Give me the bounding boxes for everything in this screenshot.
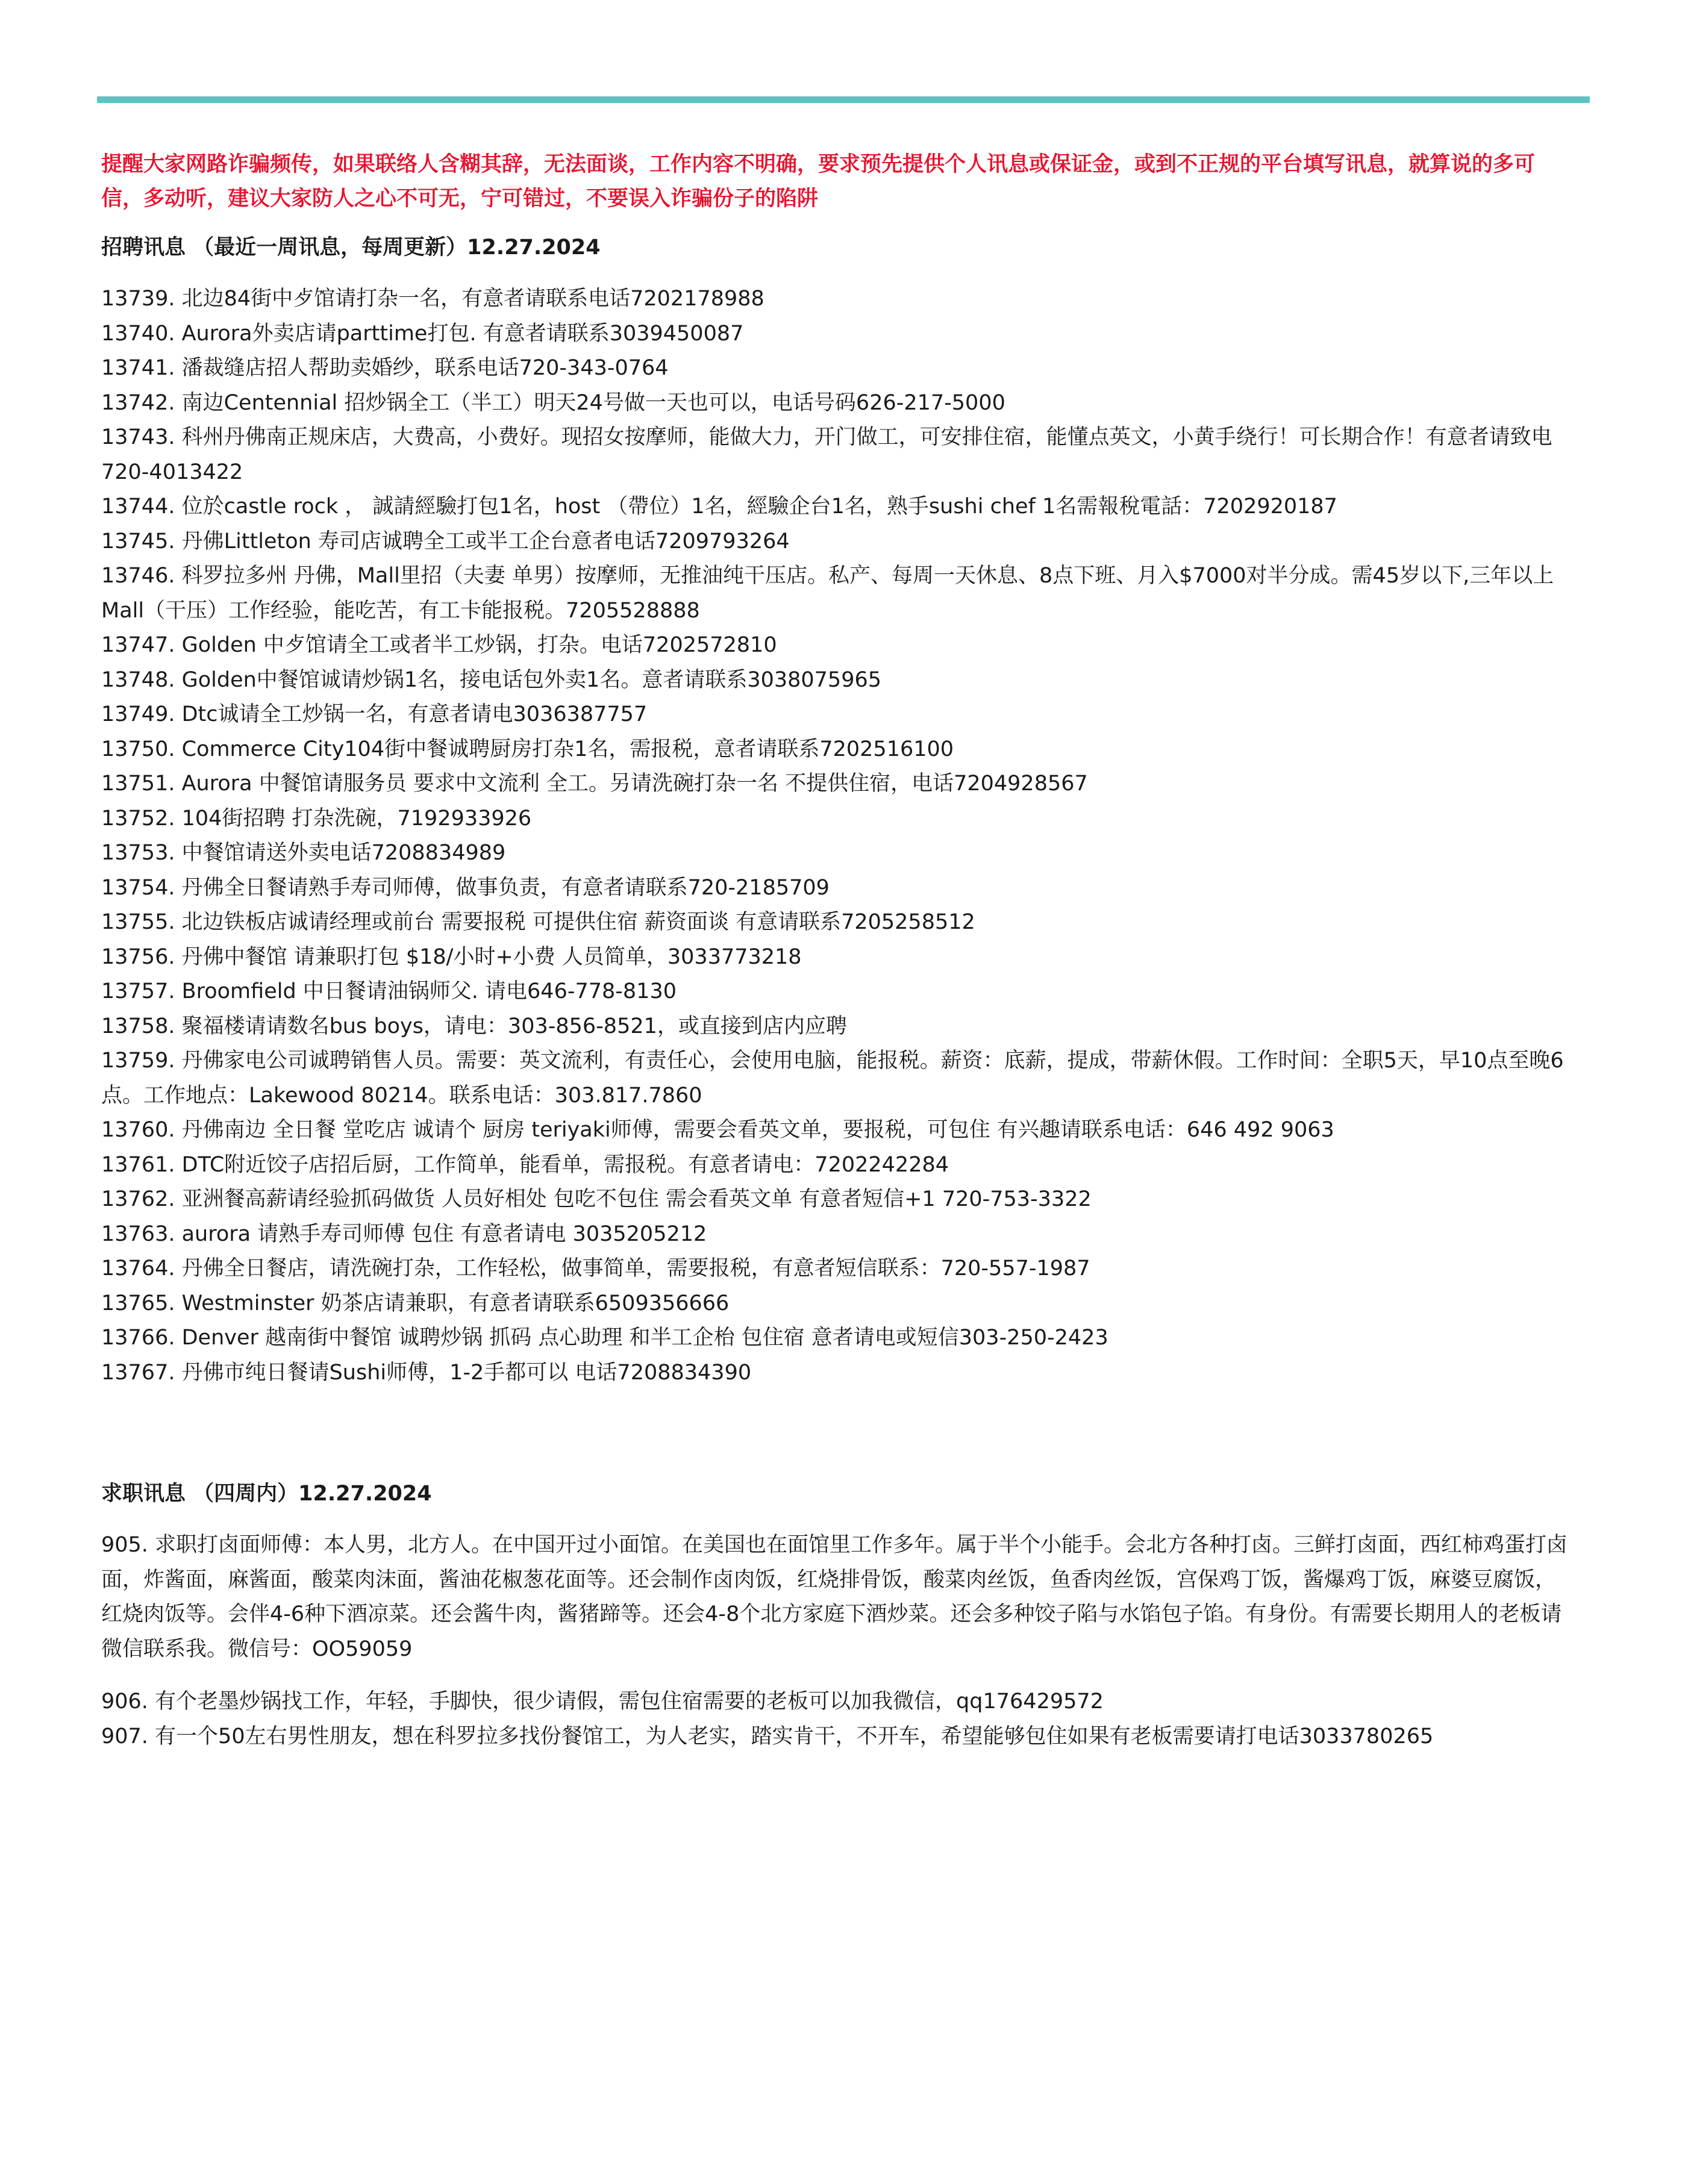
list-item: 13748. Golden中餐馆诚请炒锅1名，接电话包外卖1名。意者请联系3038075965: [101, 667, 882, 692]
list-item: 13753. 中餐馆请送外卖电话7208834989: [101, 841, 506, 865]
list-item: 13742. 南边Centennial 招炒锅全工（半工）明天24号做一天也可以，电话号码626-217-5000: [101, 390, 1005, 415]
list-item: 13746. 科罗拉多州 丹佛，Mall里招（夫妻 单男）按摩师，无推油纯干压店。私产、每周一天休息、8点下班、月入$7000对半分成。需45岁以下,三年以上Mall（干压）工作经验，能吃苦，有工卡能报税。7205528888: [101, 564, 1554, 623]
list-item: 13750. Commerce City104街中餐诚聘厨房打杂1名，需报税，意者请联系7202516100: [101, 737, 954, 761]
list-item: 13767. 丹佛市纯日餐请Sushi师傅，1-2手都可以 电话7208834390: [101, 1360, 752, 1385]
list-item: 907. 有一个50左右男性朋友，想在科罗拉多找份餐馆工，为人老实，踏实肯干，不开车，希望能够包住如果有老板需要请打电话3033780265: [101, 1724, 1434, 1749]
list-item: 13747. Golden 中歺馆请全工或者半工炒锅，打杂。电话7202572810: [101, 633, 777, 657]
list-item: 13741. 潘裁缝店招人帮助卖婚纱，联系电话720-343-0764: [101, 356, 669, 380]
list-item: 13743. 科州丹佛南正规床店，大费高，小费好。现招女按摩师，能做大力，开门做工，可安排住宿，能懂点英文，小黄手绕行！可长期合作！有意者请致电 720-4013422: [101, 425, 1552, 484]
list-item: 13751. Aurora 中餐馆请服务员 要求中文流利 全工。另请洗碗打杂一名 不提供住宿，电话7204928567: [101, 772, 1088, 796]
list-item: 13762. 亚洲餐高薪请经验抓码做货 人员好相处 包吃不包住 需会看英文单 有意者短信+1 720-753-3322: [101, 1187, 1092, 1211]
list-item: 13760. 丹佛南边 全日餐 堂吃店 诚请个 厨房 teriyaki师傅，需要会看英文单，要报税，可包住 有兴趣请联系电话：646 492 9063: [101, 1118, 1334, 1142]
fraud-warning: 提醒大家网路诈骗频传，如果联络人含糊其辞，无法面谈，工作内容不明确，要求预先提供个人讯息或保证金，或到不正规的平台填写讯息，就算说的多可信，多动听，建议大家防人之心不可无，宁可错过，不要误入诈骗份子的陷阱: [101, 152, 1536, 211]
list-item: 13763. aurora 请熟手寿司师傅 包住 有意者请电 3035205212: [101, 1221, 707, 1246]
list-item: 13758. 聚福楼请请数名bus boys，请电：303-856-8521，或直接到店内应聘: [101, 1014, 847, 1038]
spacer: [101, 1667, 1571, 1685]
list-item: 13764. 丹佛全日餐店，请洗碗打杂，工作轻松，做事简单，需要报税，有意者短信联系：720-557-1987: [101, 1256, 1090, 1281]
seeking-list: [101, 1528, 1571, 1754]
list-item: 13739. 北边84街中歺馆请打杂一名，有意者请联系电话7202178988: [101, 287, 764, 311]
list-item: 906. 有个老墨炒锅找工作，年轻，手脚快，很少请假，需包住宿需要的老板可以加我微信，qq176429572: [101, 1689, 1104, 1714]
list-item: 13745. 丹佛Littleton 寿司店诚聘全工或半工企台意者电话7209793264: [101, 529, 790, 554]
hiring-list: [101, 282, 1571, 1390]
hiring-heading: 招聘讯息 （最近一周讯息，每周更新）12.27.2024: [101, 236, 601, 260]
list-item: 13756. 丹佛中餐馆 请兼职打包 $18/小时+小费 人员简单，3033773218: [101, 944, 802, 969]
list-item: 905. 求职打卤面师傅：本人男，北方人。在中国开过小面馆。在美国也在面馆里工作多年。属于半个小能手。会北方各种打卤。三鲜打卤面，西红柿鸡蛋打卤面，炸酱面，麻酱面，酸菜肉沫面，酱油花椒葱花面等。还会制作卤肉饭，红烧排骨饭，酸菜肉丝饭，鱼香肉丝饭，宫保鸡丁饭，酱爆鸡丁饭，麻婆豆腐饭，红烧肉饭等。会伴4-6种下酒凉菜。还会酱牛肉，酱猪蹄等。还会4-8个北方家庭下酒炒菜。还会多种饺子陷与水馅包子馅。有身份。有需要长期用人的老板请微信联系我。微信号：OO59059: [101, 1533, 1568, 1661]
list-item: 13740. Aurora外卖店请parttime打包. 有意者请联系3039450087: [101, 321, 744, 346]
page-content: [101, 148, 1571, 1754]
list-item: 13761. DTC附近饺子店招后厨，工作简单，能看单，需报税。有意者请电：7202242284: [101, 1152, 949, 1177]
header-divider: [97, 96, 1590, 103]
list-item: 13766. Denver 越南街中餐馆 诚聘炒锅 抓码 点心助理 和半工企枱 包住宿 意者请电或短信303-250-2423: [101, 1326, 1108, 1350]
list-item: 13757. Broomfield 中日餐请油锅师父. 请电646-778-8130: [101, 979, 677, 1003]
list-item: 13754. 丹佛全日餐请熟手寿司师傅，做事负责，有意者请联系720-2185709: [101, 875, 830, 900]
seeking-heading: 求职讯息 （四周内）12.27.2024: [101, 1482, 432, 1506]
list-item: 13759. 丹佛家电公司诚聘销售人员。需要：英文流利，有责任心，会使用电脑，能报税。薪资：底薪，提成，带薪休假。工作时间：全职5天，早10点至晚6点。工作地点：Lakewood 80214。联系电话：303.817.7860: [101, 1049, 1564, 1108]
list-item: 13765. Westminster 奶茶店请兼职，有意者请联系6509356666: [101, 1291, 730, 1315]
list-item: 13755. 北边铁板店诚请经理或前台 需要报税 可提供住宿 薪资面谈 有意请联系7205258512: [101, 910, 975, 934]
list-item: 13749. Dtc诚请全工炒锅一名，有意者请电3036387757: [101, 702, 648, 726]
list-item: 13752. 104街招聘 打杂洗碗，7192933926: [101, 806, 532, 831]
list-item: 13744. 位於castle rock ， 誠請經驗打包1名，host （帶位）1名，經驗企台1名，熟手sushi chef 1名需報稅電話：7202920187: [101, 495, 1337, 519]
